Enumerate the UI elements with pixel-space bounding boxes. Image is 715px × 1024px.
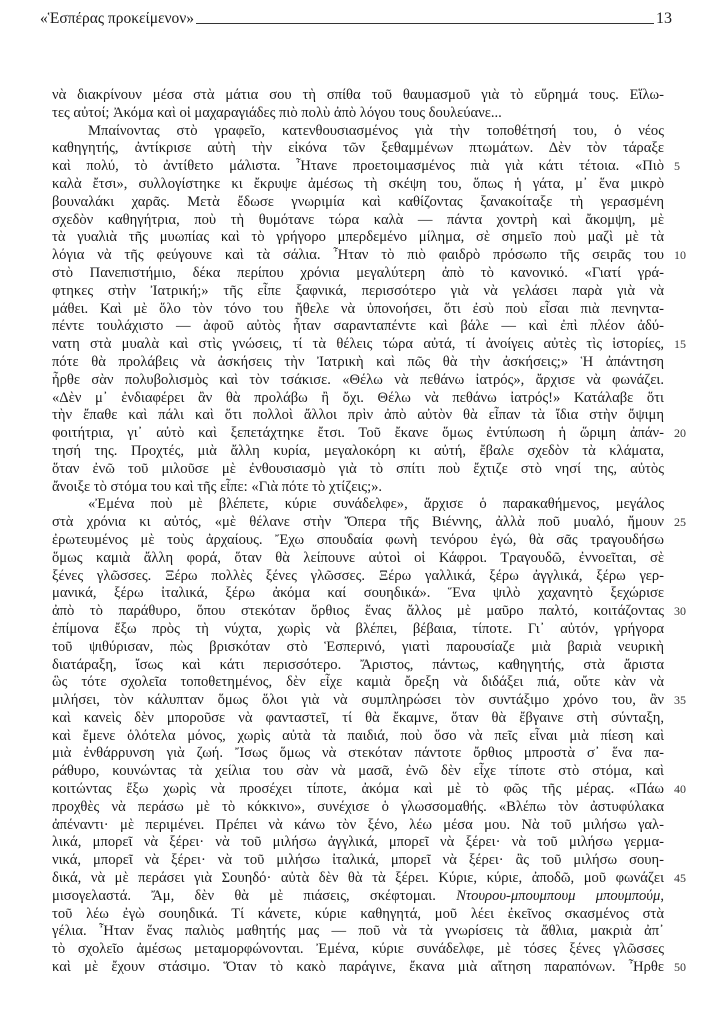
text-line [52,657,664,675]
text-line [52,336,686,354]
text-line [52,514,686,532]
text-line [52,87,664,105]
text-line [52,354,664,372]
line-text: τοῦ ψιθύρισαν, πὼς βρισκόταν στὸ Ἑσπερινό, γιατὶ παρουσίαζε μιὰ βαριὰ νευρικὴ [52,638,664,655]
text-line [52,674,664,692]
line-text: ὅμως καμιὰ ἄλλη φορά, ὅταν θὰ λείπουνε αὐτοὶ οἱ Κάφροι. Τραγουδῶ, ἐννοεῖται, σὲ [52,549,664,566]
text-line [52,621,664,639]
text-line [52,550,664,568]
text-line [52,745,664,763]
line-text: μισογελαστά. Ἄμ, δὲν θὰ μὲ πιάσεις, σκέφτομαι. [52,887,457,904]
line-text: νὰ διακρίνουν μέσα στὰ μάτια σου τὴ σπίθα τοῦ θαυμασμοῦ γιὰ τὸ εὕρημά τους. Εἵλω- [52,87,664,103]
text-line [52,318,664,336]
line-text: κοιτώντας ἔξω χωρὶς νὰ προσέχει τίποτε, ἀκόμα καὶ μὲ τὸ φῶς τῆς μέρας. «Πάω [52,781,664,798]
line-text: καὶ κανεὶς δὲν μποροῦσε νὰ φανταστεῖ, τί θὰ ἔκαμνε, ὅταν θὰ ἔβγαινε στὴ σύνταξη, [52,709,664,726]
text-line [52,496,664,514]
text-line [52,941,664,959]
line-text: τὴν ἔπαθε καὶ πάλι καὶ ὅτι πολλοὶ ἄλλοι πρὶν ἀπὸ αὐτὸν θὰ εἶπαν τὰ ἴδια στὴν ὄψιμη [52,407,664,424]
text-line [52,603,686,621]
line-text: νικά, μπορεῖ νὰ ξέρει· νὰ τοῦ μιλήσω ἰταλικά, μπορεῖ νὰ ξέρει· ἂς τοῦ μιλήσω σουη- [52,852,664,869]
header-rule [196,23,654,24]
text-line [52,461,664,479]
line-text: ξένες γλῶσσες. Ξέρω πολλὲς ξένες γλῶσσες. Ξέρω γαλλικά, ξέρω ἀγγλικά, ξέρω γερ- [52,567,664,584]
text-line [52,301,664,319]
text-line [52,140,664,158]
line-text: ὅταν ἐνῶ τοῦ μιλοῦσε μὲ ἐνθουσιασμὸ γιὰ τὸ σπίτι ποὺ ἔχτιζε στὸ νησί της, αὐτὸς [52,460,664,477]
text-line [52,212,664,230]
text-line [52,585,664,603]
text-line [52,852,664,870]
text-line [52,176,664,194]
line-number: 15 [674,337,686,352]
line-text: ὣς τότε σχολεῖα τοποθετημένος, δὲν εἶχε καμιὰ ὄρεξη νὰ διδάξει πιά, οὔτε κὰν νὰ [52,674,664,691]
text-line [52,799,664,817]
line-text: ἄνοιξε τὸ στόμα του καὶ τῆς εἶπε: «Γιὰ πότε τὸ χτίζεις;». [52,478,383,495]
line-number: 40 [674,782,686,797]
line-text: βουναλάκι χαρᾶς. Μετὰ ἔδωσε γνωριμία καὶ καθίζοντας ξανακοίταξε τὴ γερασμένη [52,193,664,210]
line-text: ράθυρο, κουνώντας τὰ χείλια του σὰν νὰ μασᾶ, ἐνῶ δὲν εἶχε τίποτε στὸ στόμα, καὶ [52,763,664,780]
line-text: καὶ μὲ ἔχουν στάσιμο. Ὅταν τὸ κακὸ παράγινε, ἔκανα μιὰ αἴτηση παραπόνων. Ἦρθε [52,959,664,976]
line-text: «Δὲν μ᾿ ἐνδιαφέρει ἂν θὰ προλάβω ἢ ὄχι. Θέλω νὰ πεθάνω ἰατρός!» Κατάλαβε ὅτι [52,389,664,406]
text-line [52,194,664,212]
line-text: λόγια νὰ τῆς φεύγουνε καὶ τὰ σάλια. Ἦταν τὸ πιὸ φαιδρὸ πρόσωπο τῆς σειρᾶς του [52,247,664,264]
line-text: φοιτήτρια, γι᾿ αὐτὸ καὶ ξεπετάχτηκε ἔτσι. Τοῦ ἔκανε ὅμως ἐντύπωση ἡ ὥριμη ἀπάν- [52,425,664,442]
text-line [52,906,664,924]
line-text: γέλια. Ἦταν ἕνας παλιὸς μαθητής μας — ποῦ νὰ τὰ γνωρίσεις τὰ ἄθλια, μακριὰ ἀπ᾿ [52,923,664,940]
line-text: καθηγητής, ἀντίκρισε αὐτὴ τὴν εἰκόνα τῶν ξεθαμμένων πτωμάτων. Δὲν τὸν τάραξε [52,140,664,157]
text-line [52,692,686,710]
text-line [52,817,664,835]
text-line [52,265,664,283]
text-line [52,923,664,941]
text-line [52,158,680,176]
text-line [52,247,686,265]
line-text: τες αὐτοί; Ἀκόμα καὶ οἱ μαχαραγιάδες πιὸ πολὺ ἀπὸ λόγου τους δουλεύανε... [52,104,502,121]
line-number: 45 [674,871,686,886]
line-text: ἀπέναντι· μὲ περιμένει. Πρέπει νὰ κάνω τὸν ξένο, λέω μέσα μου. Νὰ τοῦ μιλήσω γαλ- [52,816,664,833]
text-line [52,728,664,746]
page-number: 13 [656,10,672,27]
text-line [52,372,664,390]
text-line [52,425,686,443]
line-number: 25 [674,515,686,530]
text-line [52,781,686,799]
line-text: διατάραξη, ἴσως καὶ κάτι περισσότερο. Ἄριστος, πάντως, καθηγητής, στὰ ἄριστα [52,656,664,673]
line-text: τὰ γυαλιὰ τῆς μυωπίας καὶ τὸ γρήγορο μπερδεμένο μίλημα, σὲ σημεῖο ποὺ μαζὶ μὲ τὰ [52,229,664,246]
line-number: 35 [674,693,686,708]
line-text: καὶ πολύ, τὸ ἀντίθετο μάλιστα. Ἦτανε προετοιμασμένος πιὰ γιὰ κάτι τέτοια. «Πιὸ [52,158,664,175]
running-title: «Ἑσπέρας προκείμενον» [40,10,195,27]
line-text: τησή της. Προχτές, μιὰ ἄλλη κυρία, μεγαλοκόρη κι αὐτή, ἔβαλε σχεδὸν τὰ κλάματα, [52,442,664,459]
line-text: ἦρθε σὰν πολυβολισμὸς καὶ τὸν τσάκισε. «Θέλω νὰ πεθάνω ἰατρός», ἄρχισε νὰ φωνάζει. [52,371,664,388]
line-text: μιλήσει, τὸν κάλυπταν ὅμως ὅλοι γιὰ νὰ συμπληρώσει τὸν συντάξιμο χρόνο του, ἂν [52,692,664,709]
line-text: πότε θὰ προλάβεις νὰ ἀσκήσεις τὴν Ἰατρικὴ καὶ πῶς θὰ τὴν ἀσκήσεις;» Ἡ ἀπάντηση [52,353,664,370]
line-text: τὸ σχολεῖο ἀμέσως μεταμορφώνονται. Ἐμένα, κύριε συνάδελφε, μὲ τόσες ξένες γλῶσσες [52,941,664,958]
line-text: «Ἐμένα ποὺ μὲ βλέπετε, κύριε συνάδελφε», ἄρχισε ὁ παρακαθήμενος, μεγάλος [88,496,664,513]
line-text-after: , [660,887,664,904]
text-line [52,710,664,728]
line-text: σχεδὸν καθηγήτρια, ποὺ τὴ θυμότανε τώρα καλὰ — πάντα χοντρὴ καὶ ἄκομψη, μὲ [52,211,664,228]
running-header [40,6,672,28]
text-line [52,888,664,906]
line-text: πέντε τουλάχιστο — ἀφοῦ αὐτὸς ἦταν σαρανταπέντε καὶ βάλε — καὶ ἐπὶ πλέον ἀδύ- [52,318,664,335]
text-line [52,568,664,586]
line-number: 30 [674,604,686,619]
line-number: 5 [674,159,680,174]
line-number: 10 [674,248,686,263]
text-line [52,959,686,977]
line-text: ἀπὸ τὸ παράθυρο, ὅπου στεκόταν ὄρθιος ἕνας ἄλλος μὲ μαῦρο παλτό, κοιτάζοντας [52,603,664,620]
text-line [52,123,664,141]
italic-phrase: Ντουρου-μπουμπουμ μπουμπούμ [456,887,661,904]
line-text: Μπαίνοντας στὸ γραφεῖο, κατενθουσιασμένος γιὰ τὴν τοποθέτησή του, ὁ νέος [88,122,664,139]
text-line [52,532,664,550]
text-line [52,283,664,301]
line-text: ἐπίμονα ἔξω πρὸς τὴ νύχτα, χωρὶς νὰ βλέπει, βέβαια, τίποτε. Γι᾿ αὐτόν, γρήγορα [52,620,664,637]
line-text: προχθὲς νὰ περάσω μὲ τὸ κόκκινο», συνέχισε ὁ γλωσσομαθής. «Βλέπω τὸν ἀστυφύλακα [52,798,664,815]
text-line [52,105,664,123]
line-text: νατη στὰ μυαλὰ καὶ στὶς γνώσεις, τί τὰ θέλεις τώρα αὐτά, τί ἀνοίγεις αὐτὲς τὶς ἱστορίες, [52,336,664,353]
body-text [52,87,686,977]
text-line [52,639,664,657]
line-text: δικά, νὰ μὲ περάσει γιὰ Σουηδό· αὐτὰ δὲν θὰ τὰ ξέρει. Κύριε, κύριε, ἀποδῶ, μοῦ φωνάζει [52,870,664,887]
text-line [52,763,664,781]
line-text: τοῦ λέω ἐγὼ σουηδικά. Τί κάνετε, κύριε καθηγητά, μοῦ λέει ἐκεῖνος σκασμένος στὰ [52,905,664,922]
line-text: στὰ χρόνια κι αὐτός, «μὲ θέλανε στὴν Ὄπερα τῆς Βιέννης, ἀλλὰ ποῦ μυαλό, ἤμουν [52,514,664,531]
line-text: καὶ ἔμενε ὁλότελα μόνος, χωρὶς αὐτὰ τὰ παιδιά, ποὺ ὅσο νὰ πεῖς εἶναι μιὰ πίεση καὶ [52,727,664,744]
text-line [52,443,664,461]
line-text: στὸ Πανεπιστήμιο, δέκα περίπου χρόνια μεγαλύτερη ἀπὸ τὸ κανονικό. «Γιατί γρά- [52,264,664,281]
text-line [52,834,664,852]
line-text: καλὰ ἔτσι», συλλογίστηκε κι ἔκρυψε ἀμέσως τὴ σκέψη του, ὅπως ἡ γάτα, μ᾿ ἕνα μικρὸ [52,175,664,192]
line-text: φτηκες στὴν Ἰατρική;» τῆς εἶπε ξαφνικά, περισσότερο γιὰ νὰ γελάσει παρὰ γιὰ νὰ [52,282,664,299]
line-number: 50 [674,960,686,975]
text-line [52,479,664,497]
text-line [52,407,664,425]
text-line [52,390,664,408]
line-text: ἐρωτευμένος μὲ τοὺς ἀρχαίους. Ἔχω σπουδαία φωνὴ τενόρου ἐγώ, θὰ σᾶς τραγουδήσω [52,531,664,548]
line-text: μιὰ ἐνθάρρυνση γιὰ ζωή. Ἴσως ὅμως νὰ στεκόταν πάντοτε ὄρθιος μπροστὰ σ᾿ ἕνα πα- [52,745,664,762]
line-text: μάθει. Καὶ μὲ ὅλο τὸν τόνο του ἤθελε νὰ ὑπονοήσει, ὅτι ἐσὺ ποὺ εἶσαι πιὰ πενηντα- [52,300,664,317]
text-line [52,870,686,888]
line-text: λικά, μπορεῖ νὰ ξέρει· νὰ τοῦ μιλήσω ἀγγλικά, μπορεῖ νὰ ξέρει· νὰ τοῦ μιλήσω γερμα- [52,834,664,851]
text-line [52,229,664,247]
line-number: 20 [674,426,686,441]
line-text: μανικά, ξέρω ἰταλικά, ξέρω ἀκόμα καί σουηδικά». Ἕνα ψιλὸ χαχανητὸ ξεχώρισε [52,585,664,602]
